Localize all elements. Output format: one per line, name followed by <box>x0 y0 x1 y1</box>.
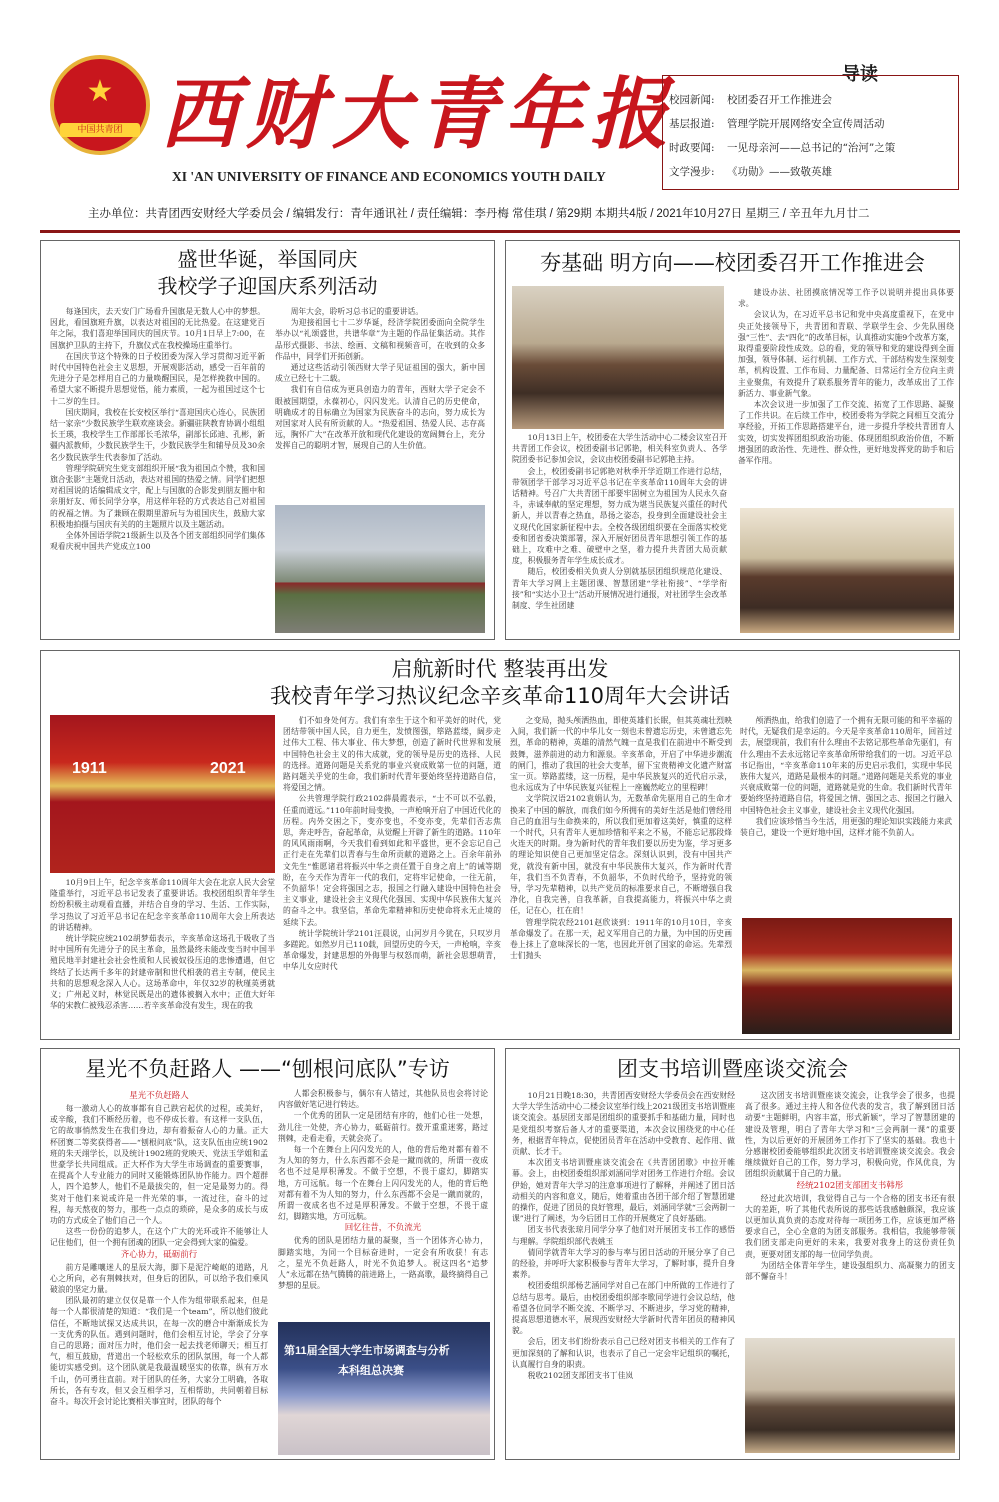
paragraph: 一个优秀的团队一定是团结有序的，他们心往一处想，劲儿往一处使，齐心协力，砥砺前行。拨开重重迷雾，路过荆棘，走看走看，天就会亮了。 <box>278 1111 488 1143</box>
flag-raising-photo <box>275 505 485 633</box>
paragraph: 每一激动人心的故事都有自己跌宕起伏的过程，或美好，或辛酸，我们不断经历着，也不停成长着。有这样一支队伍，它的故事悄然发生在我们身边，却有着振奋人心的力量。正大杯团赛二等奖获得者——“刨根问底”队，这支队伍由应统1902班的朱天翊学长，以及统计1902班的党映天、党法玉学姐和孟世豪学长共同组成。正大杯作为大学生市场调查的重要赛事，在提高个人专业能力的同时又能锻炼团队协作能力。四个超群人，四个追梦人，他们不是最拔尖的，但一定是最努力的。得奖对于他们来说或许是一件光荣的事，一流过往，奋斗的过程，每天熬夜的努力，那些一点点的琐碎，是众多的成长与成功的方式成全了他们自己一个人。 <box>50 1104 268 1226</box>
paragraph: 这次团支书培训暨座谈交流会，让我学会了很多，也提高了很多。通过主持人和各位代表的发言，我了解到团日活动要“主题鲜明，内容丰富，形式新颖”，学习了智慧团建的建设及管理，明白了青年大学习和“三会两制一课”的重要性，为以后更好的开展团务工作打下了坚实的基础。我也十分感谢校团委能够组织此次团支书培训暨座谈交流会。我会继续做好自己的工作，努力学习，积极向党，作风优良，为团组织贡献属于自己的力量。 <box>745 1091 955 1179</box>
competition-photo: 第11届全国大学生市场调查与分析 本科组总决赛 <box>278 1322 490 1455</box>
article-column <box>278 1088 488 1320</box>
paragraph: 税收2102团支部团支书丁佳岚 <box>527 1371 634 1381</box>
paragraph: 10月9日上午，纪念辛亥革命110周年大会在北京人民大会堂隆重举行，习近平总书记发表了重要讲话。我校团组织青年学生纷纷积极主动观看直播，并结合自身的学习、生活、工作实际，学习热议了习近平总书记在纪念辛亥革命110周年大会上所表达的讲话精神。 <box>50 878 275 932</box>
paragraph: 们不如身处何方。我们有幸生于这个和平美好的时代，党团结带领中国人民，自力更生，发愤图强，筚路蓝缕，阔步走过伟大工程、伟大事业、伟大梦想，创造了新时代世界和发展中国特色社会主义的伟大成就，党的领导是历史的选择、人民的选择。道路问题是关系党的事业兴衰成败第一位的问题，道路问题关乎党的生命，我们新时代青年要始终坚持道路自信，将爱国之情。 <box>283 716 501 793</box>
article-column <box>745 1090 955 1335</box>
newspaper-title: 西财大青年报 <box>160 69 677 160</box>
article-column <box>738 287 954 505</box>
guide-heading: 导读 <box>760 60 960 86</box>
paragraph: 优秀的团队是团结力量的凝聚，当一个团体齐心协力，脚踏实地，为同一个目标奋进时，一定会有所收获！有志之，星光不负赶路人，时光不负追梦人。祝这四名“追梦人”永远都在热气腾腾的前进路上，一路高歌，最终摘得自己梦想的星辰。 <box>278 1236 488 1291</box>
paragraph: 周年大会，聆听习总书记的重要讲话。 <box>290 307 424 316</box>
paragraph: 通过这些活动引领西财大学子见证祖国的强大，新中国成立已经七十二载。 <box>275 363 485 384</box>
paragraph: 人都会积极参与，偶尔有人错过，其他队员也会将讨论内容做好笔记进行转达。 <box>278 1089 488 1110</box>
paragraph: 会议认为，在习近平总书记和党中央高度重视下，在党中央正处接领导下，共青团和青联、学联学生会、少先队围绕强“三性”、去“四化”的改革目标，认真推动实施9个改革方案，取得重要阶段性成效。总的看，党的领导和党的建设得到全面加强，领导体制、运行机制、工作方式、干部结构发生深刻变革，机构设置、工作布局、力量配备、日常运行全方位向主责主业聚焦，有效提升了联系服务青年的能力，改革成出了工作新活力、事业新气象。 <box>738 310 954 398</box>
article-column <box>510 715 732 1035</box>
article-column <box>512 1090 735 1455</box>
paragraph: 管理学院研究生党支部组织开展“我为祖国点个赞，我和国旗合张影”主题党日活动，表达对祖国的热爱之情。同学们把想对祖国说的话编辑成文字，配上与国旗的合影发到朋友圈中和亲朋好友、师长同学分享，用这样年轻的方式表达自己对祖国的祝福之情。为了兼顾在假期里游玩与为祖国庆生，鼓励大家积极地拍摄与国庆有关的的主题照片以及主题活动。 <box>50 463 265 529</box>
paragraph: 每逢国庆，去天安门广场看升国旗是无数人心中的梦想。因此，看国旗班升旗，以表达对祖国的无比热爱。在这建党百年之际，我们喜迎举国同庆的国庆节。10月1日早上7:00，在国旗护卫队的主持下，升旗仪式在我校操场庄重举行。 <box>50 307 265 350</box>
paragraph: 这些一份份的追梦人，在这个广大的光环或许不能够让人记住他们，但一个拥有团魂的团队一定会得到大家的偏爱。 <box>50 1227 268 1248</box>
paragraph: 每一个在舞台上闪闪发光的人，他的背后绝对都有着不为人知的努力，什么东西都不会是一蹴而就的，所谓一夜成名也不过是厚积薄发。不做于空想，不畏于虚幻，脚踏实地，方可远航。每一个在舞台上闪闪发光的人，他的背后绝对都有着不为人知的努力，什么东西都不会是一蹴而就的，所谓一夜成名也不过是厚积薄发。不做于空想，不畏于虚幻，脚踏实地，方可远航。 <box>278 1145 488 1222</box>
xinhai-conference-photo <box>742 918 952 1034</box>
publication-info: 主办单位：共青团西安财经大学委员会 / 编辑发行：青年通讯社 / 责任编辑：李丹梅 常佳琪 / 第29期 本期共4版 / 2021年10月27日 星期三 / 辛丑年九月廿二 <box>88 208 870 220</box>
youth-league-emblem <box>50 55 150 155</box>
paragraph: 校团委组织部杨艺涵同学对自己在部门中所做的工作进行了总结与思考。最后，由校团委组织部李歌同学进行会议总结，他希望各位同学不断交流、不断学习、不断进步，学习党的精神，提高思想道德水平，展现西安财经大学新时代青年团员的精神风貌。 <box>512 1281 735 1336</box>
article-column <box>512 432 727 635</box>
guide-item[interactable]: 校园新闻: 校团委召开工作推进会 <box>669 94 832 106</box>
paragraph: 本次团支书培训暨座谈交流会在《共青团团歌》中拉开帷幕。会上，由校团委组织部刘涵同学对团务工作进行介绍。会议伊始，她对青年大学习的注意事项进行了解释，并阐述了团日活动相关的内容和意义，随后，她着重由各团干部介绍了智慧团建的操作，促进了团员的良好管理，最后，刘涵同学就“三会两制一课”进行了阐述，为今后团日工作的开展奠定了良好基础。 <box>512 1158 735 1224</box>
paragraph: 我们应该珍惜当今生活，用更强的理论知识实践能力来武装自己，建设一个更好地中国，这样才能不负前人。 <box>740 816 952 838</box>
meeting-photo <box>740 508 954 633</box>
paragraph: 会后，团支书们纷纷表示自己已经对团支书相关的工作有了更加深刻的了解和认识，也表示了自己一定会牢记组织的嘱托，认真履行自身的职责。 <box>512 1337 735 1369</box>
paragraph: 全体外国语学院21级新生以及各个团支部组织同学们集体观看庆祝中国共产党成立100 <box>50 531 265 552</box>
paragraph: 国庆期间，我校在长安校区举行“喜迎国庆心连心，民族团结一家亲”少数民族学生联欢座谈会。新疆驻陕教育协调小组组长王瑛，我校学生工作部部长毛浓华，副部长邱迪、孔彬，新疆内派教师，少数民族学生干，少数民族学生和辅导员及30余名少数民族学生代表参加了活动。 <box>50 407 265 462</box>
paragraph: 文学院汉语2102袁娟认为，无数革命先驱用自己的生命才换来了中国的解放，而我们如今所拥有的美好生活是他们曾经用自己的血泪与生命换来的，所以我们更加着这美好，慎重的这样一个时代，只有青年人更加珍惜和平来之不易，不能忘记那段烽火连天的时期。身为新时代的青年我们要以历史为鉴，学习更多的理论知识使自己更加坚定信念。深刻认识到，没有中国共产党，就没有新中国，就没有中华民族伟大复兴，作为新时代青年，我们当不负青春，不负韶华，不负时代给予，坚持党的领导，学习先辈精神，以共产党员的标准要求自己，不断增强自我净化，自我完善，自我革新，自我提高能力，将振兴中华之责任，记在心，扛在肩！ <box>510 794 732 916</box>
paragraph: 统计学院统计学2101汪晨说，山河岁月今犹在，只叹岁月多蹉跎。如然岁月已110载，回望历史的今天，一声枪响，辛亥革命爆发，封建思想的外侮罪与权怒而萌，新社会思想萌青，中华儿女应时代 <box>283 928 501 972</box>
paragraph: 之变局，抛头颅洒热血，即使英雄们长眠，但其英魂壮烈映入间，我们新一代的中华儿女一刻也未曾遗忘历史，未曾遗忘先烈，革命的精神，英雄的清然气魄一直是我们在前进中不断受到鼓舞，滋养前进的动力和源泉。辛亥革命，开启了中华进步潮流的闸门，推动了我国的社会大变革，留下宝贵精神文化遗产财富宝一页。筚路蓝缕，这一历程，是中华民族复兴的近代启示录，也永远成为了中华民族复兴征程上一座巍然屹立的里程碑！ <box>510 716 732 793</box>
guide-item[interactable]: 时政要闻: 一见母亲河——总书记的“治河”之策 <box>669 142 896 154</box>
paragraph: 随后，校团委相关负责人分别就基层团组织规范化建设、青年大学习网上主题团课、智慧团建“学社衔接”、“学学衔接”和“实达小卫士”活动开展情况进行通报，对社团学生会改革制度、学生社团建 <box>512 567 727 611</box>
section-subheading: 齐心协力，砥砺前行 <box>120 1249 198 1260</box>
article-column <box>275 306 485 501</box>
xinhai-conference-photo: 1911 2021 <box>50 715 275 873</box>
paragraph: 10月21日晚18:30，共青团西安财经大学委员会在西安财经大学大学生活动中心二楼会议室举行线上2021级团支书培训暨座谈交流会。基层团支部是团组织的重要抓手和基础力量，同时也是党组织考察后备人才的重要渠道，本次会议围绕党的中心任务，根据青年特点，促使团员青年在活动中受教育、起作用、做贡献、长才干。 <box>512 1091 735 1157</box>
paragraph: 经过此次培训，我觉得自己与一个合格的团支书还有很大的差距，听了其他代表所说的那些话我感触颇深，我应该以更加认真负责的态度对待每一项团务工作，应该更加严格要求自己，全心全意的为团支部服务。我相信，我能够带领我们团支部走向更好的未来，我要对我身上的这份责任负责，更要对团支部的每一位同学负责。 <box>745 1193 955 1259</box>
article-title[interactable]: 夯基础 明方向——校团委召开工作推进会 <box>540 251 925 275</box>
paragraph: 为团结全体青年学生，建设强组织力、高凝聚力的团支部不懈奋斗！ <box>745 1260 955 1282</box>
article-title[interactable]: 星光不负赶路人 ——“刨根问底队”专访 <box>85 1057 450 1081</box>
paragraph: 为迎接祖国七十二岁华诞，经济学院团委面向全院学生举办以“礼颂盛世，共谱华章”为主题的作品征集活动。其作品形式摄影、书法、绘画、文稿和视频音可，在收到的众多作品中，同学们开拓创新。 <box>275 318 485 361</box>
paragraph: 团队最初的建立仅仅是靠一个人作为组带联系起来，但是每一个人都很清楚的知道：“我们是一个team”，所以他们彼此信任，不断地试探又达成共识，在每一次的磨合中渐渐成长为一支优秀的队伍。遇到问题时，他们会相互讨论，学会了分享自己的思路；面对压力时，他们会一起去找老师聊天；相互打气，相互鼓励，背道出一个轻松欢乐的团队氛围，每一个人都能切实感受到。这个团队就是我最温暖坚实的依靠，纵有万水千山，仍可勇往直前。对于团队的任务，大家分工明确，各取所长，各有专攻，但又会互相学习，互相帮助，共同朝着目标奋斗。每次开会讨论比赛相关事宜时，团队的每个 <box>50 1296 268 1407</box>
article-title[interactable]: 启航新时代 整装再出发 我校青年学习热议纪念辛亥革命110周年大会讲话 <box>269 657 731 708</box>
guide-item[interactable]: 基层报道: 管理学院开展网络安全宣传周活动 <box>669 118 885 130</box>
section-subheading: 星光不负赶路人 <box>129 1091 189 1101</box>
article-column <box>283 715 501 1035</box>
article-column <box>50 877 275 1035</box>
paragraph: 公共管理学院行政2102薛晨霞表示，“士不可以不弘毅，任重而道远。”110年前时局变换，一声枪响开启了中国近代化的历程。内外交困之下，变亦变也，不变亦变，先辈们否志焦思，奔走呼告，奋起革命，从觉醒上开辟了新生的道路。110年的风风雨雨啊，今天我们看到如此和平盛世，更不会忘记自己正行走在先辈们以青春与生命所贡献的道路之上。百余年前孙文先生“惟愿诸君将振兴中华之责任置于自身之肩上”的诫等期盼，在今天作为青年一代的我们，定将牢记使命，一往无前，不负韶华！定会将强国之志，报国之行融入建设中国特色社会主义事业，建设社会主义现代化强国、实现中华民族伟大复兴的奋斗之中。我坚信，革命先辈精神和历史使命将永无止境的延续下去。 <box>283 794 501 927</box>
article-column <box>50 1090 268 1455</box>
header-rule <box>40 230 960 233</box>
article-column <box>50 306 265 636</box>
star-icon: ★ <box>86 74 114 109</box>
paragraph: 在国庆节这个特殊的日子校团委为深入学习贯彻习近平新时代中国特色社会主义思想，开展观影活动，感受一百年前的先进分子是怎样用自己的力量唤醒国民，是怎样挽救中国的。希望大家不断提升思想觉悟，能力素质，一起为祖国过这个七十二岁的生日。 <box>50 351 265 406</box>
paragraph: 颅洒热血，给我们创造了一个拥有无限可能的和平幸福的时代，无疑我们是幸运的。今天是辛亥革命110周年，回首过去，展望现前，我们有什么理由不去铭记那些革命先驱们，有什么理由不去永远铭记辛亥革命所带给我们的一切。习近平总书记指出，“辛亥革命110年来的历史启示我们，实现中华民族伟大复兴，道路是最根本的问题。”道路问题是关系党的事业兴衰成败第一位的问题，道路就是党的生命。我们新时代青年要始终坚持道路自信，将爱国之情、强国之志、报国之行融入中国特色社会主义事业，建设社会主义现代化强国。 <box>740 716 952 815</box>
paragraph: 团支书代表张琼月同学分享了他们对开展团支书工作的感悟与理解。学院组织部代表姚玉 <box>512 1225 735 1246</box>
section-subheading: 回忆往昔，不负流光 <box>344 1223 422 1234</box>
article-column <box>740 715 952 913</box>
meeting-photo <box>512 286 724 429</box>
paragraph: 会上，校团委副书记郭艳对秋季开学近期工作进行总结，带领团学干部学习习近平总书记在辛亥革命110周年大会的讲话精神。号召广大共青团干部要牢固树立为祖国为人民永久奋斗，赤诚奉献的坚定理想，努力成为堪当民族复兴重任的时代新人，并以青春之热血，昂扬之姿态，投身到全面建设社会主义现代化国家新征程中去。全校各级团组织要在全面落实校党委和团省委决策部署，深入开展好团员青年思想引领工作的基础上，攻难中之难、破壁中之坚，着力提升共青团大局贡献度，积极服务青年学生成长成才。 <box>512 466 727 566</box>
guide-item[interactable]: 文学漫步: 《功勋》——致敬英雄 <box>669 166 832 178</box>
newspaper-subtitle: XI 'AN UNIVERSITY OF FINANCE AND ECONOMICS YOUTH DAILY <box>172 169 606 184</box>
paragraph: 前方是雕嚷迷人的星辰大海，脚下是泥泞崎岖的道路，凡心之所向，必有荆棘扶对，但身后的团队，可以给予我们乘风破浪的坚定力量。 <box>50 1262 268 1295</box>
paragraph: 本次会议进一步加强了工作交流、拓宽了工作思路、凝聚了工作共识。在后续工作中，校团委将为学院之间相互交流分享经验，开拓工作思路搭建平台，进一步提升学校共青团育人实效，切实发挥团组织政治功能、体现团组织政治价值，不断增强团的政治性、先进性、群众性，更好地发挥党的助手和后备军作用。 <box>738 400 954 466</box>
paragraph: 建设办法、社团摸底情况等工作予以说明并提出具体要求。 <box>738 288 954 309</box>
paragraph: 统计学院应统2102胡梦茹表示，辛亥革命这场孔于吸收了当时中国所有先进分子的民主革命，虽然最终未能改变当时中国半殖民地半封建社会社会性质和人民被奴役压迫的悲惨遭遇，但它终结了长达两千多年的封建帝制和世代相袭的君主专制，使民主共和的思想观念深入人心。这场革命中，年仅32岁的秋瑾英勇就义；广州起义时，林觉民既是出的遗体被搁入水中；正值大好年华的宋教仁被残忍杀害……若辛亥革命没有发生，现在的我 <box>50 934 275 1011</box>
section-subheading: 经统2102团支部团支书韩彤 <box>796 1180 904 1191</box>
article-title[interactable]: 盛世华诞，举国同庆 我校学子迎国庆系列活动 <box>157 247 378 298</box>
paragraph: 倩同学就青年大学习的参与率与团日活动的开展分享了自己的经验，并呼吁大家积极参与青年大学习，了解时事，提升自身素养。 <box>512 1247 735 1280</box>
article-title[interactable]: 团支书培训暨座谈交流会 <box>617 1057 848 1081</box>
paragraph: 我们有自信成为更具创造力的青年，西财大学子定会不眼被国期望，永葆初心，闪闪发光。认清自己的历史使命，明确成才的目标确立为国家为民族奋斗的志向，努力成长为对国家对人民有所贡献的人。“热爱祖国、热爱人民、志存高远，胸怀广大”在改革开放和现代化建设的宽阔舞台上，充分发挥自己的聪明才智，展现自己的人生价值。 <box>275 385 485 451</box>
paragraph: 10月13日上午，校团委在大学生活动中心二楼会议室召开共青团工作会议，校团委副书记郭艳，相关科室负责人、各学院团委书记参加会议，会议由校团委副书记郭艳主持。 <box>512 433 727 465</box>
emblem-text: 中国共青团 <box>60 123 140 137</box>
guide-box <box>662 75 959 190</box>
paragraph: 管理学院农经2101赵欣谈到：1911年的10月10日，辛亥革命爆发了。在那一天，起义军用自己的力量，为中国的历史画卷上抹上了意味深长的一笔，也因此开创了国家的命运。先辈烈士们抛头 <box>510 917 732 961</box>
training-photo <box>745 1338 955 1453</box>
